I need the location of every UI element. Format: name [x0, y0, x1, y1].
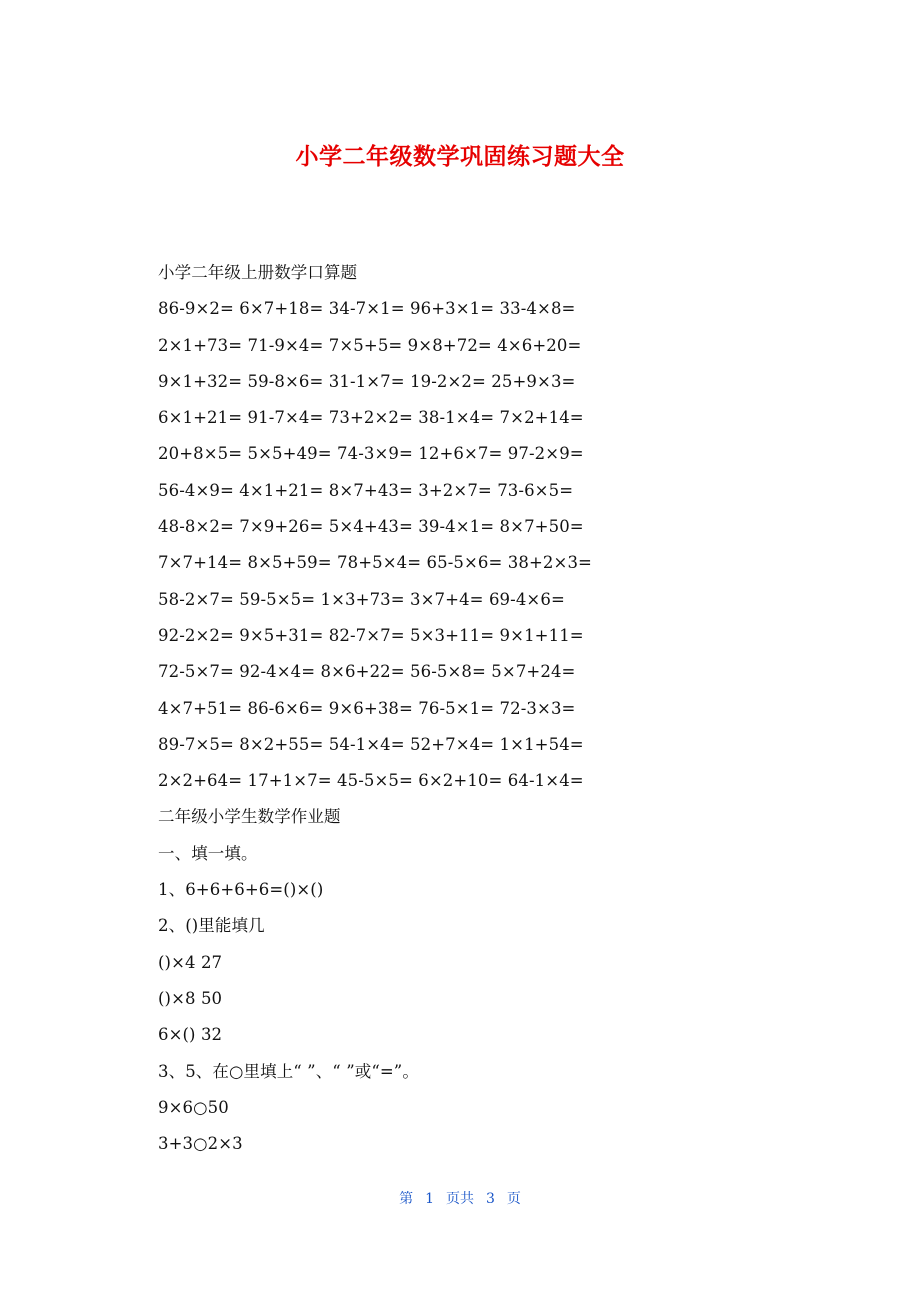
footer-total-pages: 3 — [486, 1191, 495, 1207]
question-item: 6×() 32 — [158, 1025, 223, 1045]
exercise-row: 7×7+14= 8×5+59= 78+5×4= 65-5×6= 38+2×3= — [158, 553, 592, 573]
footer-prefix: 第 — [399, 1191, 414, 1207]
question-item: 9×6○50 — [158, 1097, 229, 1117]
exercise-row: 48-8×2= 7×9+26= 5×4+43= 39-4×1= 8×7+50= — [158, 517, 584, 537]
document-body — [158, 262, 778, 1169]
question-item: 3+3○2×3 — [158, 1134, 243, 1154]
exercise-row: 20+8×5= 5×5+49= 74-3×9= 12+6×7= 97-2×9= — [158, 444, 584, 464]
exercise-row: 2×2+64= 17+1×7= 45-5×5= 6×2+10= 64-1×4= — [158, 771, 584, 791]
exercise-row: 2×1+73= 71-9×4= 7×5+5= 9×8+72= 4×6+20= — [158, 335, 582, 355]
exercise-row: 56-4×9= 4×1+21= 8×7+43= 3+2×7= 73-6×5= — [158, 480, 574, 500]
question-item: 1、6+6+6+6=()×() — [158, 880, 324, 900]
footer-suffix: 页 — [506, 1191, 521, 1207]
question-item: ()×8 50 — [158, 988, 223, 1008]
footer-middle: 页共 — [446, 1191, 474, 1207]
document-title: 小学二年级数学巩固练习题大全 — [295, 144, 625, 170]
exercise-row: 72-5×7= 92-4×4= 8×6+22= 56-5×8= 5×7+24= — [158, 662, 576, 682]
question-heading: 一、填一填。 — [158, 843, 258, 863]
question-item: ()×4 27 — [158, 952, 223, 972]
question-item: 2、()里能填几 — [158, 916, 265, 936]
exercise-row: 89-7×5= 8×2+55= 54-1×4= 52+7×4= 1×1+54= — [158, 734, 584, 754]
exercise-row: 6×1+21= 91-7×4= 73+2×2= 38-1×4= 7×2+14= — [158, 408, 584, 428]
exercise-row: 86-9×2= 6×7+18= 34-7×1= 96+3×1= 33-4×8= — [158, 299, 576, 319]
question-item: 3、5、在○里填上“ ”、“ ”或“=”。 — [158, 1061, 419, 1081]
footer-page-number: 1 — [425, 1191, 434, 1207]
exercise-row: 9×1+32= 59-8×6= 31-1×7= 19-2×2= 25+9×3= — [158, 371, 576, 391]
page-footer — [0, 1188, 920, 1208]
exercise-row: 92-2×2= 9×5+31= 82-7×7= 5×3+11= 9×1+11= — [158, 625, 584, 645]
exercise-row: 58-2×7= 59-5×5= 1×3+73= 3×7+4= 69-4×6= — [158, 589, 565, 609]
section-heading: 二年级小学生数学作业题 — [158, 807, 341, 827]
section-heading: 小学二年级上册数学口算题 — [158, 263, 358, 282]
exercise-row: 4×7+51= 86-6×6= 9×6+38= 76-5×1= 72-3×3= — [158, 698, 576, 718]
